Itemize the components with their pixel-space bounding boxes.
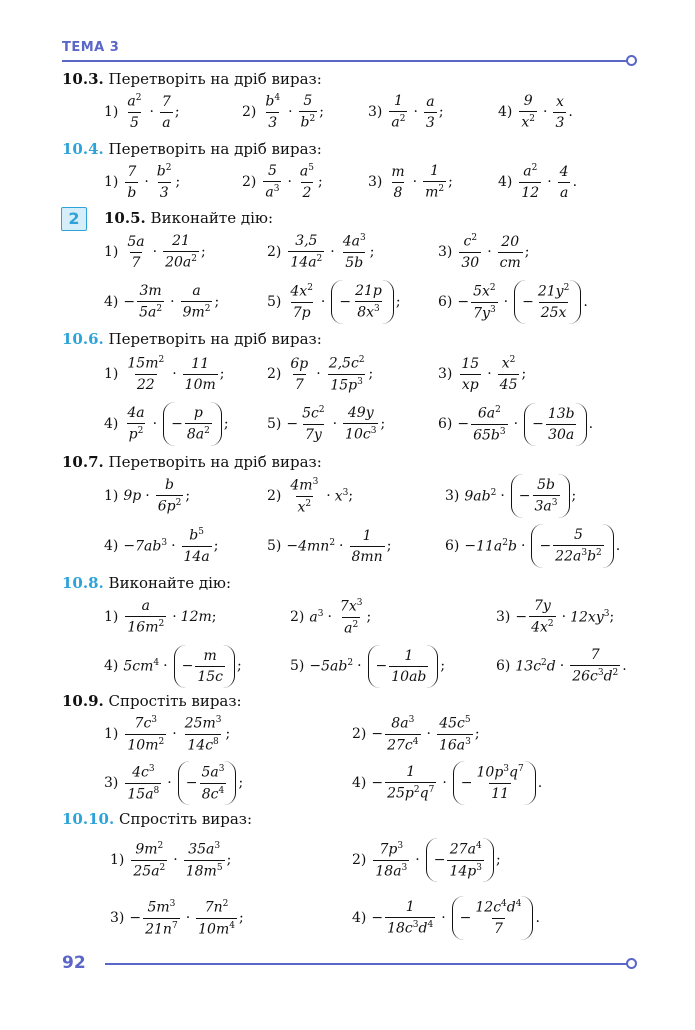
exercise-item: 1) $\frac{9m^2}{25a^2}$ · $\frac{35a^3}{18m^5}$ ; — [110, 840, 232, 880]
exercise-item: 2) − $\frac{8a^3}{27c^4}$ · $\frac{45c^5}{16a^3}$ ; — [352, 714, 480, 754]
footer-rule — [105, 963, 628, 965]
exercise-item: 4) $\frac{4a}{p^2}$ · − $\frac{p}{8a^2}$ ; — [104, 396, 229, 452]
exercise-10-4-header: 10.4. Перетворіть на дріб вираз: — [62, 140, 322, 158]
exercise-item: 3) $\frac{c^2}{30}$ · $\frac{20}{cm}$ ; — [438, 233, 530, 271]
exercise-item: 4) − $7ab^3$ · $\frac{b^5}{14a}$ ; — [104, 527, 219, 565]
exercise-item: 1) $\frac{a}{16m^2}$ · 12m ; — [104, 598, 217, 636]
exercise-item: 3) $\frac{4c^3}{15a^8}$ · − $\frac{5a^3}{8c^4}$ ; — [104, 755, 243, 811]
exercise-item: 4) − $\frac{1}{18c^3d^4}$ · − $\frac{12c^4d^4}{7}$ . — [352, 890, 540, 946]
exercise-item: 2) $\frac{7p^3}{18a^3}$ · − $\frac{27a^4}{14p^3}$ ; — [352, 832, 501, 888]
footer-rule-end — [626, 958, 637, 969]
exercise-item: 5) − $5ab^2$ · − $\frac{1}{10ab}$ ; — [290, 638, 445, 694]
exercise-item: 6) − $\frac{6a^2}{65b^3}$ · − $\frac{13b}{30a}$ . — [438, 396, 593, 452]
exercise-item: 1) $\frac{a^2}{5}$ · $\frac{7}{a}$ ; — [104, 93, 180, 131]
exercise-10-5-header: 10.5. Виконайте дію: — [104, 209, 274, 227]
exercise-item: 4) − $\frac{1}{25p^2q^7}$ · − $\frac{10p^3q^7}{11}$ . — [352, 755, 542, 811]
exercise-item: 3) $\frac{1}{a^2}$ · $\frac{a}{3}$ ; — [368, 93, 444, 131]
exercise-10-9-header: 10.9. Спростіть вираз: — [62, 692, 242, 710]
exercise-item: 6) − $\frac{5x^2}{7y^3}$ · − $\frac{21y^2}{25x}$ . — [438, 274, 588, 330]
exercise-item: 4) $\frac{a^2}{12}$ · $\frac{4}{a}$ . — [498, 163, 578, 201]
exercise-item: 4) − $\frac{3m}{5a^2}$ · $\frac{a}{9m^2}$ ; — [104, 283, 220, 321]
exercise-item: 1) $\frac{15m^2}{22}$ · $\frac{11}{10m}$ ; — [104, 355, 225, 393]
exercise-10-6-header: 10.6. Перетворіть на дріб вираз: — [62, 330, 322, 348]
exercise-item: 1) $\frac{7c^3}{10m^2}$ · $\frac{25m^3}{14c^8}$ ; — [104, 714, 231, 754]
exercise-item: 2) $\frac{6p}{7}$ · $\frac{2,5c^2}{15p^3}$ ; — [267, 354, 374, 394]
header-rule-end — [626, 55, 637, 66]
exercise-item: 2) $\frac{3,5}{14a^2}$ · $\frac{4a^3}{5b}$ ; — [267, 233, 375, 271]
level-2-badge: 2 — [61, 207, 87, 231]
exercise-item: 5) − $\frac{5c^2}{7y}$ · $\frac{49y}{10c^3}$ ; — [267, 405, 386, 443]
exercise-item: 6) − $11a^2b$ · − $\frac{5}{22a^3b^2}$ . — [445, 518, 620, 574]
exercise-item: 3) $9ab^2$ · − $\frac{5b}{3a^3}$ ; — [445, 468, 576, 524]
topic-title: ТЕМА 3 — [62, 40, 120, 55]
exercise-item: 2) $\frac{4m^3}{x^2}$ · $x^3$ ; — [267, 476, 354, 516]
exercise-item: 6) $13c^2d$ · $\frac{7}{26c^3d^2}$ . — [496, 647, 627, 685]
exercise-10-3-header: 10.3. Перетворіть на дріб вираз: — [62, 70, 322, 88]
exercise-item: 3) $\frac{15}{xp}$ · $\frac{x^2}{45}$ ; — [438, 355, 527, 393]
exercise-10-8-header: 10.8. Виконайте дію: — [62, 574, 232, 592]
exercise-item: 3) − $\frac{5m^3}{21n^7}$ · $\frac{7n^2}{10m^4}$ ; — [110, 898, 244, 938]
exercise-10-7-header: 10.7. Перетворіть на дріб вираз: — [62, 453, 322, 471]
exercise-item: 2) $\frac{5}{a^3}$ · $\frac{a^5}{2}$ ; — [242, 163, 323, 201]
exercise-item: 3) $\frac{m}{8}$ · $\frac{1}{m^2}$ ; — [368, 163, 453, 201]
exercise-item: 4) $5cm^4$ · − $\frac{m}{15c}$ ; — [104, 638, 242, 694]
page-number: 92 — [62, 953, 86, 973]
exercise-item: 5) − $4mn^2$ · $\frac{1}{8mn}$ ; — [267, 527, 392, 565]
exercise-item: 2) $\frac{b^4}{3}$ · $\frac{5}{b^2}$ ; — [242, 93, 324, 131]
exercise-item: 1) $\frac{5a}{7}$ · $\frac{21}{20a^2}$ ; — [104, 233, 206, 271]
exercise-10-10-header: 10.10. Спростіть вираз: — [62, 810, 253, 828]
exercise-item: 1) $\frac{7}{b}$ · $\frac{b^2}{3}$ ; — [104, 163, 181, 201]
exercise-item: 2) $a^3$ · $\frac{7x^3}{a^2}$ ; — [290, 597, 372, 637]
exercise-item: 5) $\frac{4x^2}{7p}$ · − $\frac{21p}{8x^3}$ ; — [267, 274, 401, 330]
exercise-item: 1) 9p · $\frac{b}{6p^2}$ ; — [104, 477, 191, 515]
header-rule — [62, 60, 628, 62]
exercise-item: 3) − $\frac{7y}{4x^2}$ · $12xy^3$ ; — [496, 598, 615, 636]
exercise-item: 4) $\frac{9}{x^2}$ · $\frac{x}{3}$ . — [498, 93, 573, 131]
